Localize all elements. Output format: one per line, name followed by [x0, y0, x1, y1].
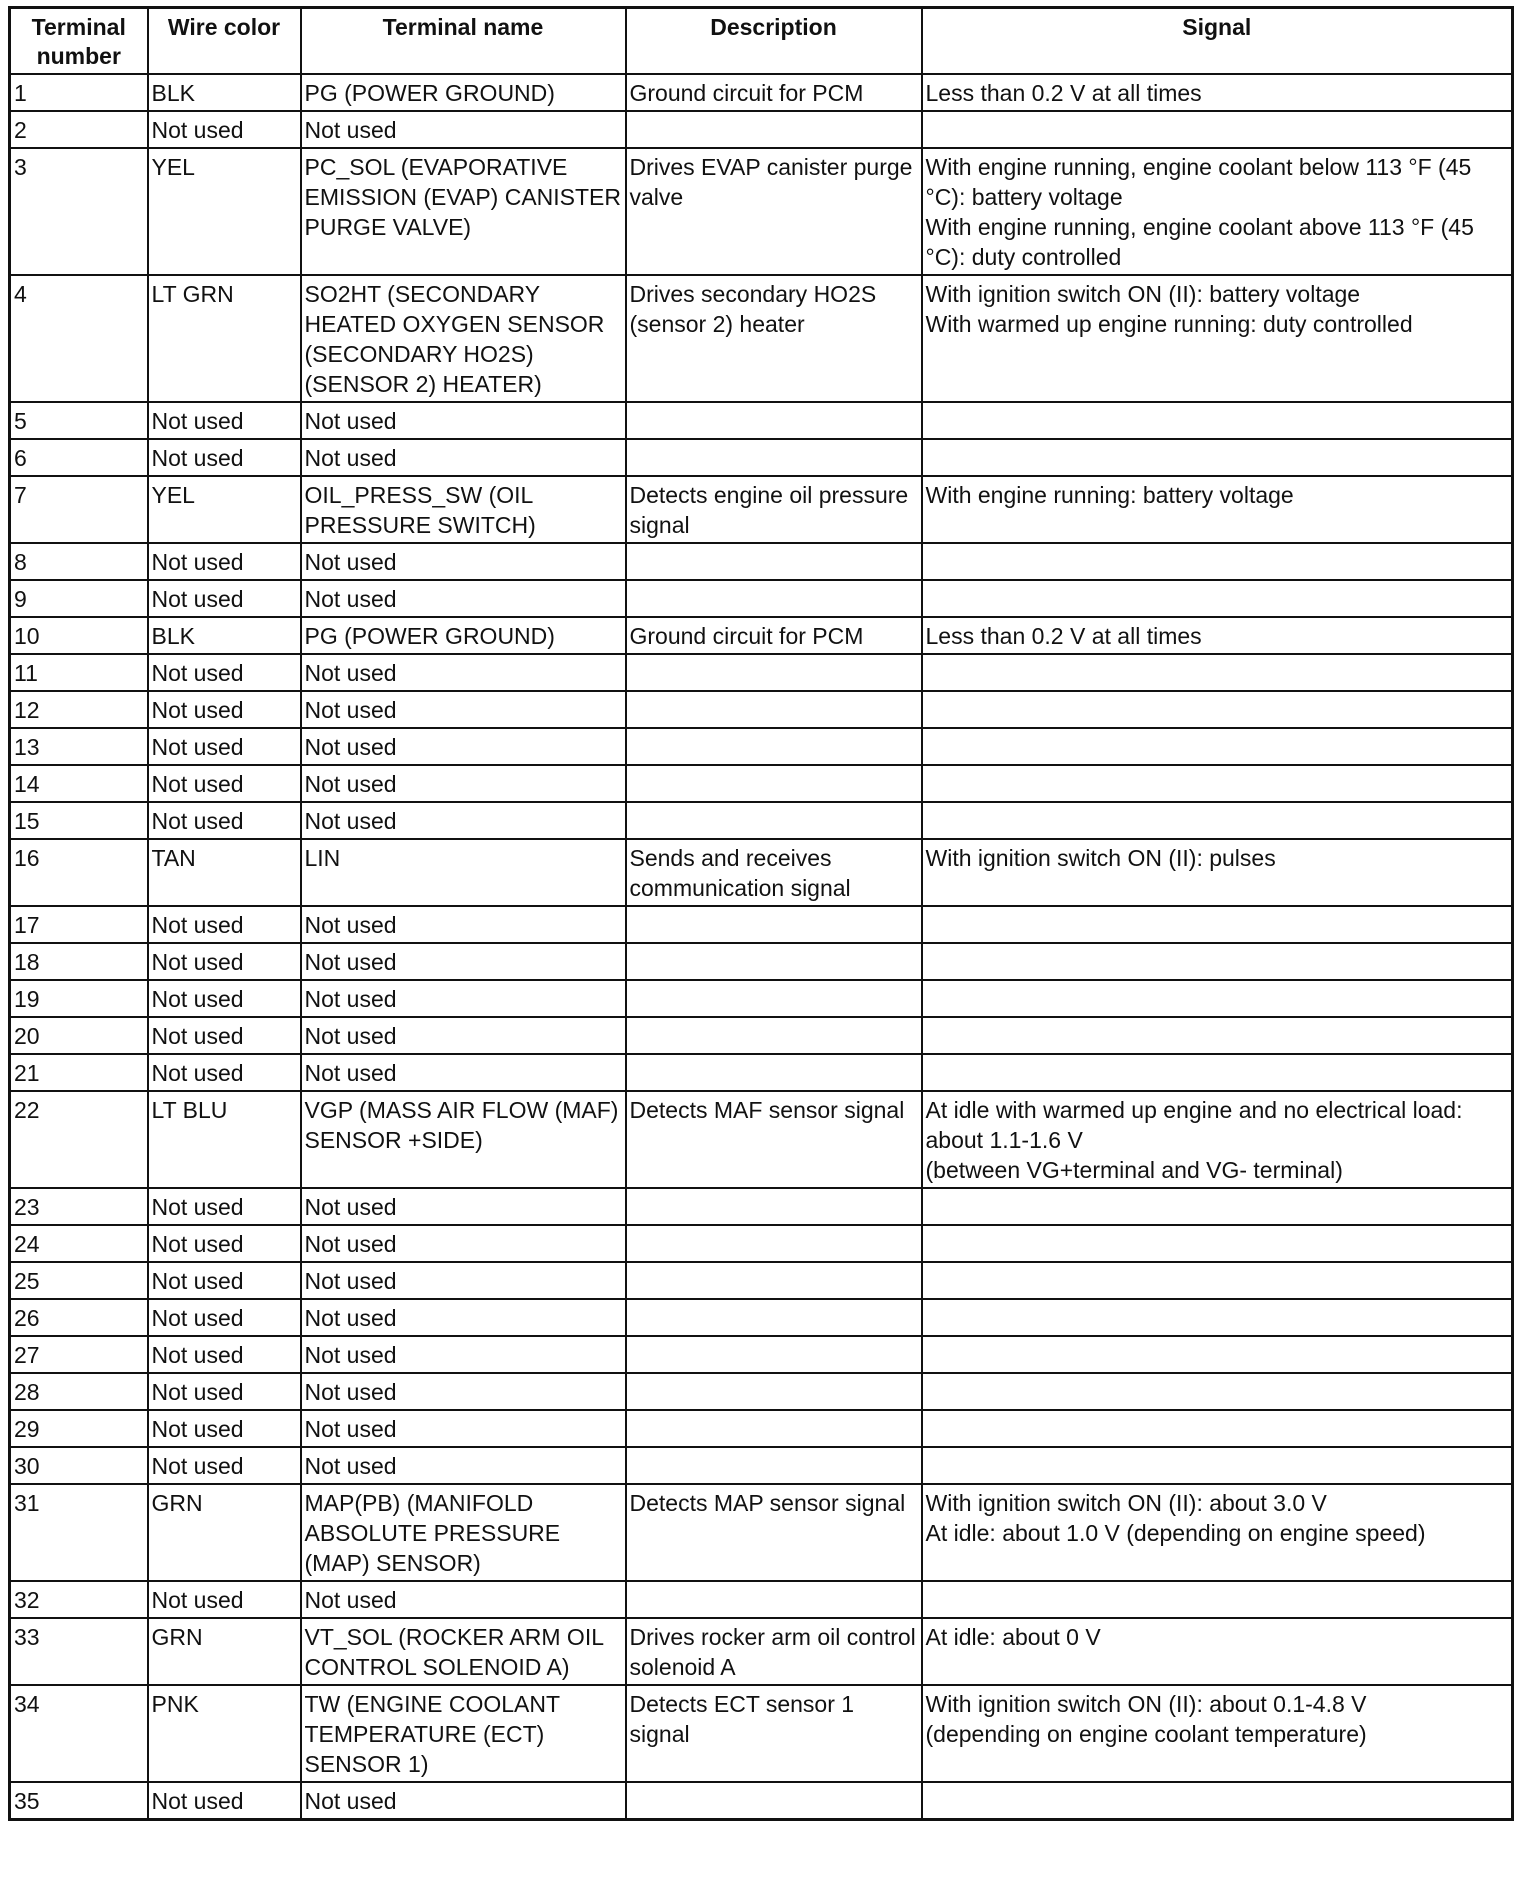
- cell-description: Ground circuit for PCM: [626, 74, 922, 111]
- table-row: [10, 1054, 1513, 1091]
- header-description: Description: [626, 8, 922, 75]
- cell-signal: [922, 476, 1513, 543]
- cell-wire-color: Not used: [148, 1188, 301, 1225]
- signal-line: [926, 1451, 1510, 1481]
- cell-description: Detects ECT sensor 1 signal: [626, 1685, 922, 1782]
- cell-terminal-name: MAP(PB) (MANIFOLD ABSOLUTE PRESSURE (MAP) SENSOR): [301, 1484, 626, 1581]
- cell-terminal-number: 12: [10, 691, 148, 728]
- cell-description: [626, 654, 922, 691]
- table-row: [10, 654, 1513, 691]
- cell-signal: [922, 1091, 1513, 1188]
- cell-terminal-name: Not used: [301, 1262, 626, 1299]
- cell-terminal-name: Not used: [301, 1299, 626, 1336]
- signal-line: At idle: about 1.0 V (depending on engine speed): [925, 1520, 1426, 1546]
- table-row: [10, 1373, 1513, 1410]
- table-row: [10, 439, 1513, 476]
- cell-signal: [922, 402, 1513, 439]
- cell-terminal-number: 13: [10, 728, 148, 765]
- signal-line: [926, 769, 1510, 799]
- cell-wire-color: Not used: [148, 1054, 301, 1091]
- table-row: [10, 1782, 1513, 1820]
- cell-signal: [922, 1410, 1513, 1447]
- table-row: [10, 1188, 1513, 1225]
- cell-signal: [922, 1225, 1513, 1262]
- cell-wire-color: BLK: [148, 74, 301, 111]
- signal-line: [926, 1266, 1510, 1296]
- cell-terminal-name: Not used: [301, 728, 626, 765]
- signal-line: With engine running: battery voltage: [925, 482, 1294, 508]
- signal-line: [926, 1303, 1510, 1333]
- table-row: [10, 1410, 1513, 1447]
- cell-wire-color: Not used: [148, 402, 301, 439]
- cell-signal: [922, 1581, 1513, 1618]
- cell-terminal-number: 25: [10, 1262, 148, 1299]
- cell-terminal-name: Not used: [301, 1581, 626, 1618]
- cell-terminal-number: 32: [10, 1581, 148, 1618]
- cell-terminal-name: Not used: [301, 402, 626, 439]
- cell-wire-color: Not used: [148, 765, 301, 802]
- cell-description: [626, 980, 922, 1017]
- cell-wire-color: Not used: [148, 906, 301, 943]
- table-row: [10, 1262, 1513, 1299]
- cell-terminal-name: Not used: [301, 111, 626, 148]
- cell-terminal-number: 2: [10, 111, 148, 148]
- cell-signal: [922, 691, 1513, 728]
- cell-terminal-name: Not used: [301, 543, 626, 580]
- cell-signal: [922, 275, 1513, 402]
- signal-line: Less than 0.2 V at all times: [925, 623, 1202, 649]
- cell-terminal-number: 18: [10, 943, 148, 980]
- signal-line: [926, 910, 1510, 940]
- cell-description: [626, 111, 922, 148]
- table-row: [10, 691, 1513, 728]
- table-row: [10, 765, 1513, 802]
- cell-description: [626, 402, 922, 439]
- table-row: [10, 980, 1513, 1017]
- cell-terminal-number: 31: [10, 1484, 148, 1581]
- table-row: [10, 1484, 1513, 1581]
- cell-signal: [922, 906, 1513, 943]
- cell-wire-color: YEL: [148, 148, 301, 275]
- table-row: [10, 1017, 1513, 1054]
- signal-line: [926, 443, 1510, 473]
- cell-terminal-number: 14: [10, 765, 148, 802]
- signal-line: With engine running, engine coolant above 113 °F (45 °C): duty controlled: [925, 214, 1474, 270]
- cell-wire-color: Not used: [148, 580, 301, 617]
- cell-terminal-name: Not used: [301, 906, 626, 943]
- cell-description: Detects MAF sensor signal: [626, 1091, 922, 1188]
- cell-terminal-number: 24: [10, 1225, 148, 1262]
- header-wire-color: Wire color: [148, 8, 301, 75]
- signal-line: At idle with warmed up engine and no electrical load: about 1.1-1.6 V: [925, 1097, 1463, 1153]
- cell-terminal-number: 8: [10, 543, 148, 580]
- cell-wire-color: Not used: [148, 1017, 301, 1054]
- cell-wire-color: Not used: [148, 1262, 301, 1299]
- cell-terminal-name: Not used: [301, 980, 626, 1017]
- cell-terminal-name: Not used: [301, 580, 626, 617]
- cell-signal: [922, 1299, 1513, 1336]
- signal-line: [926, 806, 1510, 836]
- cell-description: [626, 1188, 922, 1225]
- cell-terminal-number: 4: [10, 275, 148, 402]
- cell-terminal-name: Not used: [301, 691, 626, 728]
- cell-wire-color: TAN: [148, 839, 301, 906]
- signal-line: With ignition switch ON (II): pulses: [925, 845, 1276, 871]
- table-row: [10, 1299, 1513, 1336]
- cell-description: [626, 728, 922, 765]
- cell-wire-color: Not used: [148, 1410, 301, 1447]
- cell-description: Detects engine oil pressure signal: [626, 476, 922, 543]
- header-terminal-name: Terminal name: [301, 8, 626, 75]
- cell-terminal-number: 21: [10, 1054, 148, 1091]
- table-row: [10, 111, 1513, 148]
- signal-line: [926, 1340, 1510, 1370]
- table-row: [10, 74, 1513, 111]
- cell-terminal-name: Not used: [301, 943, 626, 980]
- cell-terminal-name: Not used: [301, 1017, 626, 1054]
- cell-signal: [922, 1782, 1513, 1820]
- table-row: [10, 476, 1513, 543]
- table-row: [10, 1225, 1513, 1262]
- cell-terminal-name: TW (ENGINE COOLANT TEMPERATURE (ECT) SENSOR 1): [301, 1685, 626, 1782]
- cell-terminal-name: Not used: [301, 802, 626, 839]
- table-row: [10, 802, 1513, 839]
- cell-description: [626, 1054, 922, 1091]
- cell-description: [626, 1373, 922, 1410]
- cell-signal: [922, 765, 1513, 802]
- cell-wire-color: Not used: [148, 943, 301, 980]
- cell-description: [626, 1299, 922, 1336]
- cell-terminal-name: VT_SOL (ROCKER ARM OIL CONTROL SOLENOID A): [301, 1618, 626, 1685]
- cell-description: [626, 943, 922, 980]
- cell-wire-color: YEL: [148, 476, 301, 543]
- cell-signal: [922, 1685, 1513, 1782]
- terminal-table-container: [8, 6, 1514, 1821]
- cell-terminal-number: 26: [10, 1299, 148, 1336]
- table-row: [10, 580, 1513, 617]
- cell-terminal-name: Not used: [301, 1447, 626, 1484]
- cell-terminal-number: 5: [10, 402, 148, 439]
- cell-signal: [922, 728, 1513, 765]
- cell-terminal-name: PC_SOL (EVAPORATIVE EMISSION (EVAP) CANISTER PURGE VALVE): [301, 148, 626, 275]
- cell-signal: [922, 980, 1513, 1017]
- signal-line: [926, 732, 1510, 762]
- cell-wire-color: Not used: [148, 1447, 301, 1484]
- cell-description: [626, 439, 922, 476]
- cell-description: Drives EVAP canister purge valve: [626, 148, 922, 275]
- cell-terminal-name: PG (POWER GROUND): [301, 74, 626, 111]
- cell-description: Detects MAP sensor signal: [626, 1484, 922, 1581]
- signal-line: [926, 115, 1510, 145]
- cell-terminal-name: Not used: [301, 654, 626, 691]
- cell-wire-color: Not used: [148, 111, 301, 148]
- cell-terminal-name: Not used: [301, 1188, 626, 1225]
- signal-line: [926, 1058, 1510, 1088]
- table-header-row: [10, 8, 1513, 75]
- cell-signal: [922, 1017, 1513, 1054]
- cell-description: [626, 765, 922, 802]
- signal-line: With ignition switch ON (II): about 0.1-4.8 V: [925, 1691, 1367, 1717]
- cell-terminal-number: 20: [10, 1017, 148, 1054]
- cell-signal: [922, 1188, 1513, 1225]
- cell-description: Drives secondary HO2S (sensor 2) heater: [626, 275, 922, 402]
- cell-terminal-number: 16: [10, 839, 148, 906]
- signal-line: [926, 1786, 1510, 1816]
- cell-wire-color: GRN: [148, 1484, 301, 1581]
- cell-signal: [922, 802, 1513, 839]
- cell-terminal-number: 27: [10, 1336, 148, 1373]
- cell-terminal-number: 34: [10, 1685, 148, 1782]
- cell-terminal-number: 3: [10, 148, 148, 275]
- cell-signal: [922, 617, 1513, 654]
- cell-signal: [922, 839, 1513, 906]
- table-row: [10, 148, 1513, 275]
- signal-line: With ignition switch ON (II): battery voltage: [925, 281, 1361, 307]
- cell-terminal-number: 10: [10, 617, 148, 654]
- cell-wire-color: Not used: [148, 1336, 301, 1373]
- cell-signal: [922, 1336, 1513, 1373]
- table-row: [10, 543, 1513, 580]
- cell-terminal-name: Not used: [301, 1373, 626, 1410]
- cell-terminal-number: 17: [10, 906, 148, 943]
- cell-description: [626, 802, 922, 839]
- cell-wire-color: LT BLU: [148, 1091, 301, 1188]
- cell-wire-color: LT GRN: [148, 275, 301, 402]
- cell-description: Drives rocker arm oil control solenoid A: [626, 1618, 922, 1685]
- cell-terminal-name: LIN: [301, 839, 626, 906]
- signal-line: Less than 0.2 V at all times: [925, 80, 1202, 106]
- cell-signal: [922, 1447, 1513, 1484]
- cell-terminal-number: 6: [10, 439, 148, 476]
- cell-wire-color: PNK: [148, 1685, 301, 1782]
- signal-line: With warmed up engine running: duty controlled: [925, 311, 1413, 337]
- signal-line: With engine running, engine coolant below 113 °F (45 °C): battery voltage: [925, 154, 1472, 210]
- cell-wire-color: BLK: [148, 617, 301, 654]
- cell-description: [626, 1262, 922, 1299]
- cell-terminal-name: OIL_PRESS_SW (OIL PRESSURE SWITCH): [301, 476, 626, 543]
- cell-description: [626, 1225, 922, 1262]
- cell-terminal-name: VGP (MASS AIR FLOW (MAF) SENSOR +SIDE): [301, 1091, 626, 1188]
- signal-line: [926, 1377, 1510, 1407]
- signal-line: At idle: about 0 V: [925, 1624, 1101, 1650]
- cell-terminal-name: Not used: [301, 765, 626, 802]
- cell-terminal-number: 7: [10, 476, 148, 543]
- cell-wire-color: Not used: [148, 980, 301, 1017]
- cell-signal: [922, 111, 1513, 148]
- cell-wire-color: Not used: [148, 802, 301, 839]
- cell-wire-color: Not used: [148, 1225, 301, 1262]
- table-row: [10, 1581, 1513, 1618]
- cell-signal: [922, 1484, 1513, 1581]
- table-row: [10, 906, 1513, 943]
- signal-line: [926, 1585, 1510, 1615]
- cell-description: Ground circuit for PCM: [626, 617, 922, 654]
- signal-line: [926, 406, 1510, 436]
- cell-wire-color: GRN: [148, 1618, 301, 1685]
- cell-terminal-name: Not used: [301, 1054, 626, 1091]
- signal-line: [926, 947, 1510, 977]
- cell-terminal-number: 11: [10, 654, 148, 691]
- cell-wire-color: Not used: [148, 691, 301, 728]
- cell-signal: [922, 1373, 1513, 1410]
- table-row: [10, 1618, 1513, 1685]
- cell-terminal-number: 35: [10, 1782, 148, 1820]
- cell-signal: [922, 74, 1513, 111]
- signal-line: [926, 984, 1510, 1014]
- cell-description: [626, 1447, 922, 1484]
- table-row: [10, 1685, 1513, 1782]
- table-row: [10, 943, 1513, 980]
- cell-terminal-name: Not used: [301, 439, 626, 476]
- cell-wire-color: Not used: [148, 1373, 301, 1410]
- cell-terminal-number: 9: [10, 580, 148, 617]
- cell-wire-color: Not used: [148, 543, 301, 580]
- signal-line: [926, 584, 1510, 614]
- cell-description: [626, 1017, 922, 1054]
- signal-line: [926, 1414, 1510, 1444]
- cell-signal: [922, 1054, 1513, 1091]
- cell-signal: [922, 543, 1513, 580]
- signal-line: [926, 1021, 1510, 1051]
- cell-description: [626, 906, 922, 943]
- terminal-table: [8, 6, 1514, 1821]
- cell-terminal-name: Not used: [301, 1225, 626, 1262]
- cell-terminal-number: 33: [10, 1618, 148, 1685]
- cell-terminal-number: 15: [10, 802, 148, 839]
- table-body: [10, 74, 1513, 1820]
- cell-wire-color: Not used: [148, 1581, 301, 1618]
- cell-description: [626, 1410, 922, 1447]
- header-signal: Signal: [922, 8, 1513, 75]
- cell-terminal-number: 22: [10, 1091, 148, 1188]
- cell-description: [626, 691, 922, 728]
- cell-signal: [922, 1618, 1513, 1685]
- cell-wire-color: Not used: [148, 1782, 301, 1820]
- cell-signal: [922, 580, 1513, 617]
- cell-terminal-number: 1: [10, 74, 148, 111]
- cell-signal: [922, 439, 1513, 476]
- cell-description: [626, 1336, 922, 1373]
- cell-terminal-name: SO2HT (SECONDARY HEATED OXYGEN SENSOR (SECONDARY HO2S) (SENSOR 2) HEATER): [301, 275, 626, 402]
- cell-terminal-name: Not used: [301, 1782, 626, 1820]
- signal-line: [926, 695, 1510, 725]
- cell-terminal-number: 30: [10, 1447, 148, 1484]
- signal-line: [926, 658, 1510, 688]
- cell-terminal-number: 19: [10, 980, 148, 1017]
- cell-terminal-name: Not used: [301, 1336, 626, 1373]
- table-row: [10, 275, 1513, 402]
- cell-description: [626, 1782, 922, 1820]
- signal-line: [926, 547, 1510, 577]
- cell-terminal-number: 29: [10, 1410, 148, 1447]
- signal-line: (depending on engine coolant temperature): [925, 1721, 1367, 1747]
- cell-terminal-number: 23: [10, 1188, 148, 1225]
- cell-signal: [922, 1262, 1513, 1299]
- table-row: [10, 402, 1513, 439]
- table-row: [10, 1336, 1513, 1373]
- cell-terminal-number: 28: [10, 1373, 148, 1410]
- signal-line: [926, 1192, 1510, 1222]
- cell-description: Sends and receives communication signal: [626, 839, 922, 906]
- signal-line: With ignition switch ON (II): about 3.0 V: [925, 1490, 1327, 1516]
- cell-terminal-name: Not used: [301, 1410, 626, 1447]
- table-row: [10, 1447, 1513, 1484]
- cell-wire-color: Not used: [148, 728, 301, 765]
- cell-description: [626, 580, 922, 617]
- cell-description: [626, 1581, 922, 1618]
- cell-terminal-name: PG (POWER GROUND): [301, 617, 626, 654]
- table-row: [10, 1091, 1513, 1188]
- table-row: [10, 839, 1513, 906]
- cell-wire-color: Not used: [148, 1299, 301, 1336]
- header-terminal-number: Terminal number: [10, 8, 148, 75]
- cell-description: [626, 543, 922, 580]
- table-row: [10, 617, 1513, 654]
- cell-wire-color: Not used: [148, 439, 301, 476]
- table-row: [10, 728, 1513, 765]
- cell-signal: [922, 654, 1513, 691]
- signal-line: (between VG+terminal and VG- terminal): [925, 1157, 1343, 1183]
- cell-signal: [922, 148, 1513, 275]
- signal-line: [926, 1229, 1510, 1259]
- cell-signal: [922, 943, 1513, 980]
- cell-wire-color: Not used: [148, 654, 301, 691]
